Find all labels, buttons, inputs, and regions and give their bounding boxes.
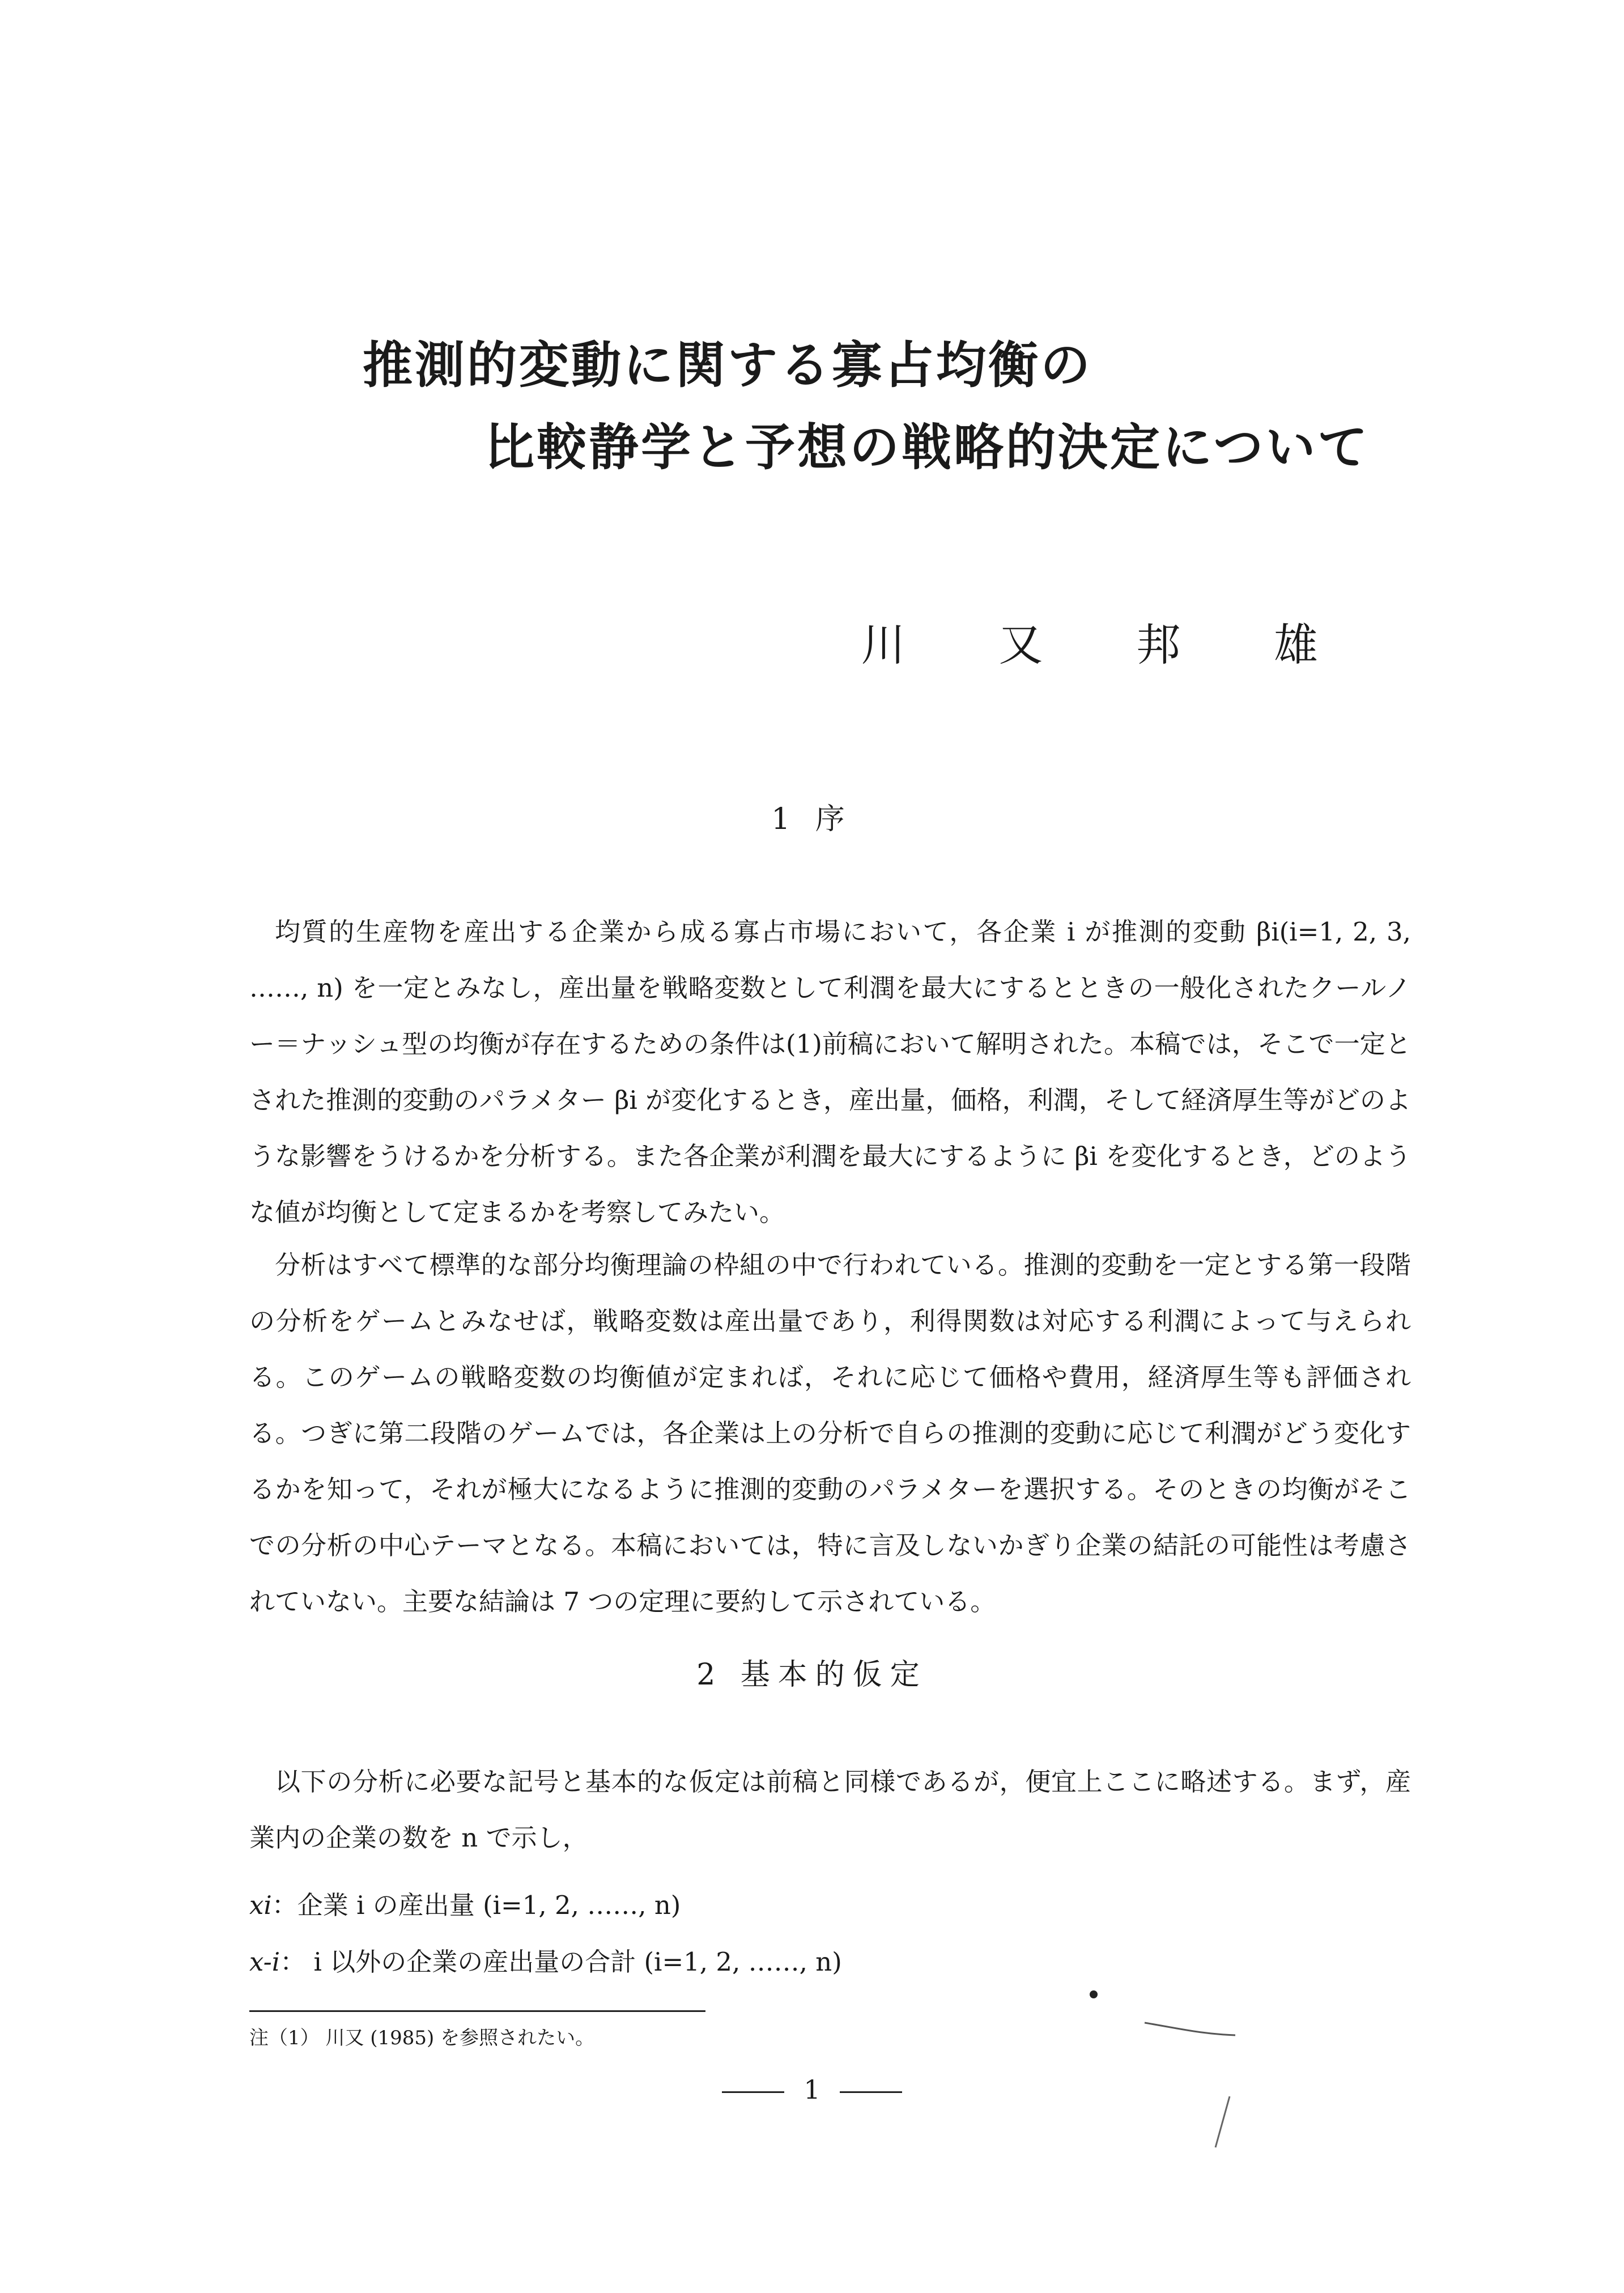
symbol-x-minus-i: x-i [249, 1947, 280, 1977]
author-name: 川 又 邦 雄 [861, 620, 1358, 671]
definition-xi-text: ：企業 i の産出量 (i=1, 2, ……, n) [271, 1890, 681, 1920]
scan-streak [1145, 2023, 1235, 2035]
symbol-xi: xi [249, 1890, 272, 1920]
paragraph-intro-2: 分析はすべて標準的な部分均衡理論の枠組の中で行われている。推測的変動を一定とする第一段階の分析をゲームとみなせば，戦略変数は産出量であり，利得関数は対応する利潤によって与えられる。このゲームの戦略変数の均衡値が定まれば，それに応じて価格や費用，経済厚生等も評価される。つぎに第二段階のゲームでは，各企業は上の分析で自らの推測的変動に応じて利潤がどう変化するかを知って，それが極大になるように推測的変動のパラメターを選択する。そのときの均衡がそこでの分析の中心テーマとなる。本稿においては，特に言及しないかぎり企業の結託の可能性は考慮されていない。主要な結論は 7 つの定理に要約して示されている。 [249, 1250, 1411, 1616]
title-line-1: 推測的変動に関する寡占均衡の [363, 335, 1093, 394]
title-line-2: 比較静学と予想の戦略的決定について [484, 418, 1370, 477]
paragraph-intro-1: 均質的生産物を産出する企業から成る寡占市場において，各企業 i が推測的変動 βi(i=1, 2, 3, ……, n) を一定とみなし，産出量を戦略変数として利潤を最大にするとときの一般化されたクールノー＝ナッシュ型の均衡が存在するための条件は(1)前稿において解明された。本稿では，そこで一定とされた推測的変動のパラメター βi が変化するとき，産出量，価格，利潤，そして経済厚生等がどのような影響をうけるかを分析する。また各企業が利潤を最大にするように βi を変化するとき，どのような値が均衡として定まるかを考察してみたい。 [249, 917, 1411, 1227]
section-heading-assumptions: 2 基本的仮定 [696, 1658, 928, 1692]
definition-x-minus-i-text: ： i 以外の企業の産出量の合計 (i=1, 2, ……, n) [280, 1947, 842, 1977]
footnote: 注（1） 川又 (1985) を参照されたい。 [249, 2027, 595, 2049]
section-heading-intro: 1 序 [771, 802, 853, 836]
paragraph-assumptions-1: 以下の分析に必要な記号と基本的な仮定は前稿と同様であるが，便宜上ここに略述する。まず，産業内の企業の数を n で示し， [249, 1767, 1411, 1853]
scan-streak [1215, 2096, 1230, 2147]
scan-speck [1090, 1990, 1098, 1998]
page-number-value: 1 [804, 2074, 820, 2105]
